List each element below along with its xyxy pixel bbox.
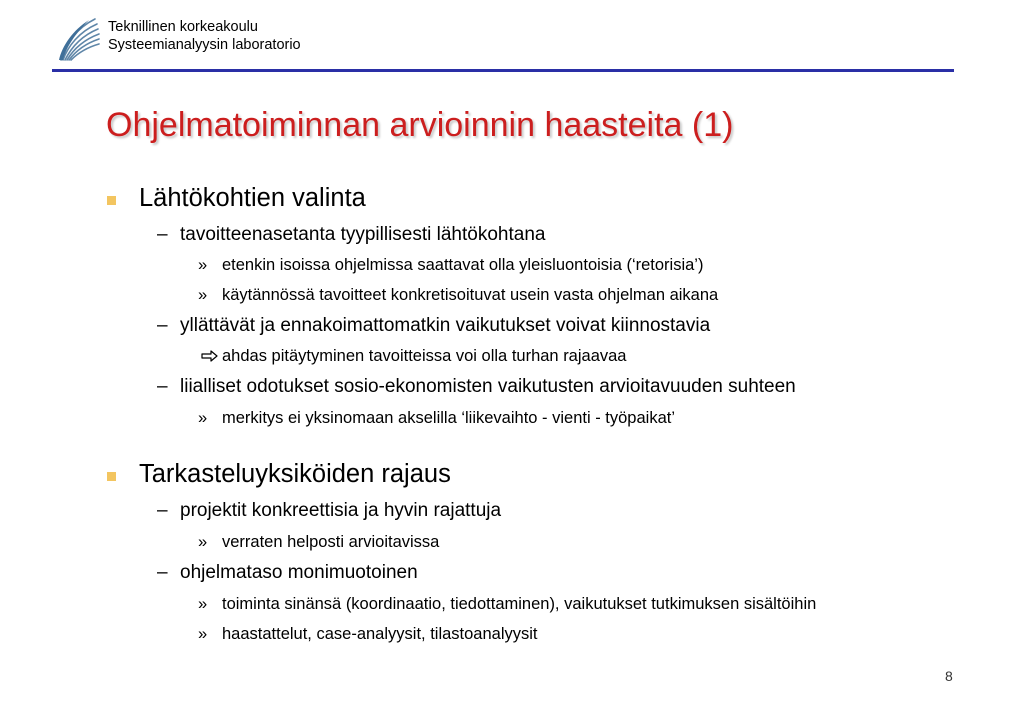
sub-sub-bullet-item: merkitys ei yksinomaan akselilla ‘liikevaihto - vienti - työpaikat’ [222, 409, 676, 427]
sub-bullet-item: tavoitteenasetanta tyypillisesti lähtökohtana [180, 224, 546, 245]
dash-marker: – [157, 500, 168, 521]
bullet-item: Tarkasteluyksiköiden rajaus [139, 460, 451, 488]
raquo-marker: » [198, 256, 208, 274]
page-number: 8 [945, 668, 953, 684]
raquo-marker: » [198, 625, 208, 643]
sub-sub-bullet-item: käytännössä tavoitteet konkretisoituvat usein vasta ohjelman aikana [222, 286, 719, 304]
raquo-marker: » [198, 533, 208, 551]
square-bullet-icon [107, 196, 116, 205]
raquo-marker: » [198, 595, 208, 613]
sub-bullet-item: projektit konkreettisia ja hyvin rajattuja [180, 500, 502, 521]
bullet-item: Lähtökohtien valinta [139, 184, 366, 212]
organization-line-1: Teknillinen korkeakoulu [108, 19, 258, 35]
raquo-marker: » [198, 286, 208, 304]
sub-sub-bullet-item: verraten helposti arvioitavissa [222, 533, 440, 551]
sub-sub-bullet-item: ahdas pitäytyminen tavoitteissa voi olla turhan rajaavaa [222, 347, 627, 365]
sub-bullet-item: yllättävät ja ennakoimattomatkin vaikutukset voivat kiinnostavia [180, 315, 711, 336]
slide-title: Ohjelmatoiminnan arvioinnin haasteita (1) [106, 106, 734, 144]
outline-right-arrow-icon [201, 350, 219, 362]
dash-marker: – [157, 224, 168, 245]
sub-bullet-item: liialliset odotukset sosio-ekonomisten vaikutusten arvioitavuuden suhteen [180, 376, 796, 397]
sub-bullet-item: ohjelmataso monimuotoinen [180, 562, 418, 583]
square-bullet-icon [107, 472, 116, 481]
dash-marker: – [157, 376, 168, 397]
raquo-marker: » [198, 409, 208, 427]
dash-marker: – [157, 315, 168, 336]
sub-sub-bullet-item: haastattelut, case-analyysit, tilastoanalyysit [222, 625, 538, 643]
organization-line-2: Systeemianalyysin laboratorio [108, 37, 301, 53]
sub-sub-bullet-item: etenkin isoissa ohjelmissa saattavat olla yleisluontoisia (‘retorisia’) [222, 256, 704, 274]
dash-marker: – [157, 562, 168, 583]
sub-sub-bullet-item: toiminta sinänsä (koordinaatio, tiedottaminen), vaikutukset tutkimuksen sisältöihin [222, 595, 817, 613]
